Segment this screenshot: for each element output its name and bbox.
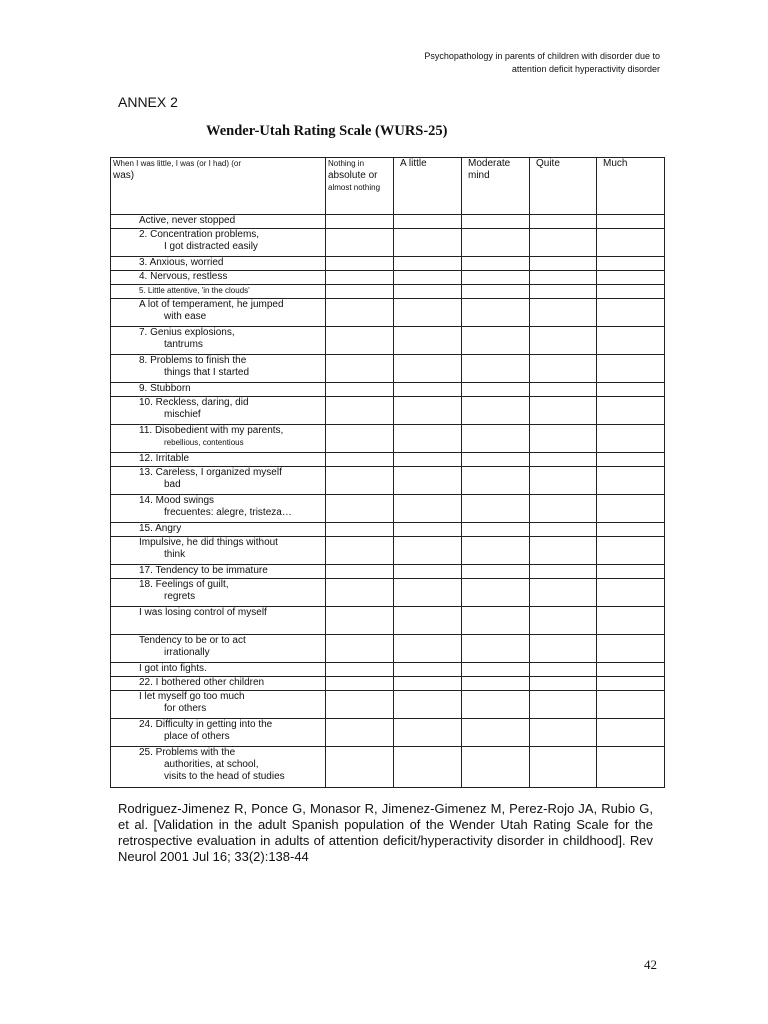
rating-cell[interactable] [462, 257, 530, 271]
rating-cell[interactable] [530, 523, 597, 537]
rating-cell[interactable] [462, 467, 530, 495]
rating-cell[interactable] [530, 215, 597, 229]
rating-cell[interactable] [462, 299, 530, 327]
rating-cell[interactable] [597, 495, 665, 523]
rating-cell[interactable] [597, 467, 665, 495]
item-text-continued: irrationally [164, 647, 210, 658]
item-cell [111, 677, 326, 691]
table-row [111, 467, 665, 495]
table-row [111, 565, 665, 579]
item-text-continued: think [164, 549, 186, 560]
rating-cell[interactable] [462, 607, 530, 635]
item-text: Tendency to be or to act [139, 635, 246, 646]
rating-cell[interactable] [326, 607, 394, 635]
item-cell [111, 537, 326, 565]
rating-cell[interactable] [462, 383, 530, 397]
item-text: 5. Little attentive, 'in the clouds' [139, 286, 250, 295]
item-cell [111, 257, 326, 271]
rating-cell[interactable] [394, 691, 462, 719]
item-cell [111, 397, 326, 425]
item-text: 8. Problems to finish the [139, 355, 247, 366]
rating-cell[interactable] [597, 229, 665, 257]
rating-cell[interactable] [462, 425, 530, 453]
table-row [111, 677, 665, 691]
rating-cell[interactable] [597, 523, 665, 537]
rating-cell[interactable] [530, 677, 597, 691]
header-nothing-line3: almost nothing [328, 183, 381, 192]
rating-cell[interactable] [462, 635, 530, 663]
rating-cell[interactable] [394, 215, 462, 229]
item-text-continued: visits to the head of studies [164, 771, 285, 782]
rating-cell[interactable] [530, 495, 597, 523]
item-cell [111, 467, 326, 495]
item-text-continued: regrets [164, 591, 196, 602]
table-row [111, 635, 665, 663]
item-text-continued: for others [164, 703, 207, 714]
item-cell [111, 299, 326, 327]
item-text-continued: place of others [164, 731, 230, 742]
header-quite [530, 158, 597, 215]
header-quite-label: Quite [536, 158, 560, 169]
rating-cell[interactable] [326, 257, 394, 271]
item-cell [111, 271, 326, 285]
rating-cell[interactable] [530, 663, 597, 677]
item-text-continued: bad [164, 479, 181, 490]
table-row [111, 257, 665, 271]
page-title: Wender-Utah Rating Scale (WURS-25) [206, 123, 448, 139]
rating-cell[interactable] [326, 579, 394, 607]
rating-cell[interactable] [597, 215, 665, 229]
rating-cell[interactable] [597, 383, 665, 397]
item-text: 18. Feelings of guilt, [139, 579, 229, 590]
item-cell [111, 383, 326, 397]
item-text-continued: I got distracted easily [164, 241, 258, 252]
item-text: 13. Careless, I organized myself [139, 467, 282, 478]
table-row [111, 607, 665, 635]
rating-cell[interactable] [326, 453, 394, 467]
item-cell [111, 453, 326, 467]
rating-cell[interactable] [394, 383, 462, 397]
header-a-little-label: A little [400, 158, 427, 169]
rating-cell[interactable] [530, 397, 597, 425]
item-text: 10. Reckless, daring, did [139, 397, 249, 408]
table-header-row [111, 158, 665, 215]
item-cell [111, 285, 326, 299]
reference-citation: Rodriguez-Jimenez R, Ponce G, Monasor R, Jimenez-Gimenez M, Perez-Rojo JA, Rubio G, et al. [Validation in the adult Spanish population of the Wender Utah Rating Scale for the retrospective evaluation in adults of attention deficit/hyperactivity disorder in childhood]. Rev Neurol 2001 Jul 16; 33(2):138-44 [118, 801, 653, 864]
rating-cell[interactable] [597, 425, 665, 453]
item-text: I let myself go too much [139, 691, 245, 702]
header-nothing-line1: Nothing in [328, 159, 365, 168]
rating-cell[interactable] [530, 537, 597, 565]
rating-cell[interactable] [597, 453, 665, 467]
rating-cell[interactable] [462, 523, 530, 537]
page-number: 42 [644, 957, 657, 972]
running-head-line1: Psychopathology in parents of children with disorder due to [424, 51, 660, 61]
item-cell [111, 523, 326, 537]
running-head-line2: attention deficit hyperactivity disorder [511, 64, 660, 74]
rating-cell[interactable] [597, 719, 665, 747]
item-text-continued: rebellious, contentious [164, 438, 244, 447]
rating-cell[interactable] [394, 663, 462, 677]
header-nothing [326, 158, 394, 215]
item-cell [111, 719, 326, 747]
rating-cell[interactable] [394, 453, 462, 467]
item-text-continued: mischief [164, 409, 201, 420]
table-row [111, 719, 665, 747]
item-text: 14. Mood swings [139, 495, 215, 506]
table-row [111, 355, 665, 383]
rating-cell[interactable] [394, 355, 462, 383]
rating-cell[interactable] [597, 565, 665, 579]
rating-cell[interactable] [462, 691, 530, 719]
rating-cell[interactable] [394, 229, 462, 257]
item-cell [111, 495, 326, 523]
item-text: 17. Tendency to be immature [139, 565, 268, 576]
item-text-continued: frecuentes: alegre, tristeza… [164, 507, 292, 518]
rating-cell[interactable] [530, 327, 597, 355]
rating-cell[interactable] [530, 691, 597, 719]
rating-cell[interactable] [394, 607, 462, 635]
header-much-label: Much [603, 158, 628, 169]
rating-cell[interactable] [394, 635, 462, 663]
rating-cell[interactable] [326, 285, 394, 299]
table-row [111, 397, 665, 425]
rating-cell[interactable] [530, 299, 597, 327]
table-row [111, 299, 665, 327]
item-cell [111, 229, 326, 257]
rating-cell[interactable] [462, 215, 530, 229]
rating-cell[interactable] [326, 397, 394, 425]
rating-cell[interactable] [597, 285, 665, 299]
rating-cell[interactable] [530, 747, 597, 788]
table-row [111, 285, 665, 299]
rating-cell[interactable] [462, 397, 530, 425]
table-row [111, 579, 665, 607]
rating-cell[interactable] [394, 467, 462, 495]
item-cell [111, 355, 326, 383]
item-text: 12. Irritable [139, 453, 190, 464]
rating-cell[interactable] [597, 271, 665, 285]
table-row [111, 271, 665, 285]
running-head [424, 50, 660, 76]
rating-cell[interactable] [326, 495, 394, 523]
item-text-continued: tantrums [164, 339, 203, 350]
rating-cell[interactable] [394, 579, 462, 607]
rating-cell[interactable] [597, 691, 665, 719]
rating-cell[interactable] [394, 327, 462, 355]
rating-cell[interactable] [462, 537, 530, 565]
rating-cell[interactable] [394, 397, 462, 425]
rating-cell[interactable] [530, 383, 597, 397]
rating-cell[interactable] [530, 355, 597, 383]
item-text-continued: authorities, at school, [164, 759, 259, 770]
rating-cell[interactable] [597, 537, 665, 565]
table-row [111, 495, 665, 523]
header-a-little [394, 158, 462, 215]
table-row [111, 383, 665, 397]
rating-cell[interactable] [326, 383, 394, 397]
rating-cell[interactable] [462, 677, 530, 691]
rating-cell[interactable] [394, 425, 462, 453]
rating-cell[interactable] [462, 285, 530, 299]
header-moderate-line2: mind [468, 170, 490, 181]
rating-cell[interactable] [326, 355, 394, 383]
rating-cell[interactable] [462, 747, 530, 788]
rating-cell[interactable] [597, 299, 665, 327]
rating-cell[interactable] [394, 299, 462, 327]
item-text: Active, never stopped [139, 215, 236, 226]
rating-cell[interactable] [597, 397, 665, 425]
rating-cell[interactable] [394, 271, 462, 285]
rating-cell[interactable] [597, 327, 665, 355]
item-cell [111, 327, 326, 355]
rating-cell[interactable] [530, 579, 597, 607]
rating-cell[interactable] [326, 747, 394, 788]
rating-cell[interactable] [326, 635, 394, 663]
item-cell [111, 635, 326, 663]
rating-cell[interactable] [462, 663, 530, 677]
item-text: 2. Concentration problems, [139, 229, 260, 240]
header-moderate-line1: Moderate [468, 158, 511, 169]
table-row [111, 215, 665, 229]
rating-cell[interactable] [394, 677, 462, 691]
rating-cell[interactable] [326, 537, 394, 565]
rating-cell[interactable] [462, 271, 530, 285]
item-text: 24. Difficulty in getting into the [139, 719, 273, 730]
rating-cell[interactable] [597, 355, 665, 383]
rating-cell[interactable] [597, 747, 665, 788]
rating-cell[interactable] [462, 229, 530, 257]
rating-cell[interactable] [462, 327, 530, 355]
rating-cell[interactable] [530, 271, 597, 285]
rating-cell[interactable] [597, 663, 665, 677]
item-text: A lot of temperament, he jumped [139, 299, 284, 310]
rating-cell[interactable] [326, 425, 394, 453]
item-text: Impulsive, he did things without [139, 537, 278, 548]
rating-cell[interactable] [394, 565, 462, 579]
rating-cell[interactable] [597, 579, 665, 607]
item-cell [111, 215, 326, 229]
rating-cell[interactable] [530, 635, 597, 663]
table-row [111, 453, 665, 467]
item-cell [111, 425, 326, 453]
item-text: I was losing control of myself [139, 607, 267, 618]
rating-scale-table [110, 157, 665, 788]
rating-cell[interactable] [326, 271, 394, 285]
rating-cell[interactable] [326, 719, 394, 747]
rating-cell[interactable] [394, 537, 462, 565]
rating-cell[interactable] [462, 453, 530, 467]
header-item-line2: was) [113, 170, 135, 181]
item-text: 7. Genius explosions, [139, 327, 235, 338]
rating-cell[interactable] [530, 719, 597, 747]
rating-cell[interactable] [530, 285, 597, 299]
table-row [111, 229, 665, 257]
annex-label: ANNEX 2 [118, 94, 178, 110]
item-text: 4. Nervous, restless [139, 271, 228, 282]
table-row [111, 425, 665, 453]
rating-cell[interactable] [394, 257, 462, 271]
item-text: 9. Stubborn [139, 383, 191, 394]
item-text: 3. Anxious, worried [139, 257, 224, 268]
item-cell [111, 579, 326, 607]
rating-cell[interactable] [394, 495, 462, 523]
item-cell [111, 607, 326, 635]
rating-cell[interactable] [394, 523, 462, 537]
table-row [111, 663, 665, 677]
item-cell [111, 663, 326, 677]
rating-cell[interactable] [394, 747, 462, 788]
rating-cell[interactable] [326, 215, 394, 229]
table-row [111, 523, 665, 537]
rating-cell[interactable] [326, 523, 394, 537]
item-cell [111, 747, 326, 788]
rating-cell[interactable] [326, 663, 394, 677]
rating-cell[interactable] [326, 467, 394, 495]
rating-cell[interactable] [462, 719, 530, 747]
item-text-continued: with ease [164, 311, 207, 322]
table-row [111, 747, 665, 788]
item-cell [111, 691, 326, 719]
rating-cell[interactable] [530, 453, 597, 467]
rating-cell[interactable] [530, 565, 597, 579]
rating-cell[interactable] [597, 635, 665, 663]
rating-cell[interactable] [326, 299, 394, 327]
rating-cell[interactable] [326, 565, 394, 579]
header-much [597, 158, 665, 215]
table-row [111, 691, 665, 719]
rating-cell[interactable] [530, 229, 597, 257]
table-row [111, 327, 665, 355]
rating-cell[interactable] [597, 257, 665, 271]
table-row [111, 537, 665, 565]
rating-cell[interactable] [530, 425, 597, 453]
item-text-continued: things that I started [164, 367, 250, 378]
rating-cell[interactable] [394, 285, 462, 299]
rating-cell[interactable] [462, 579, 530, 607]
rating-cell[interactable] [530, 467, 597, 495]
header-moderate [462, 158, 530, 215]
rating-cell[interactable] [326, 677, 394, 691]
header-nothing-line2: absolute or [328, 170, 378, 181]
item-text: 11. Disobedient with my parents, [139, 425, 284, 436]
header-item-column [111, 158, 326, 215]
rating-cell[interactable] [462, 495, 530, 523]
item-cell [111, 565, 326, 579]
rating-cell[interactable] [462, 355, 530, 383]
rating-cell[interactable] [394, 719, 462, 747]
rating-cell[interactable] [326, 691, 394, 719]
rating-cell[interactable] [326, 327, 394, 355]
item-text: I got into fights. [139, 663, 207, 674]
item-text: 22. I bothered other children [139, 677, 265, 688]
rating-cell[interactable] [326, 229, 394, 257]
header-item-line1: When I was little, I was (or I had) (or [113, 159, 242, 168]
rating-cell[interactable] [530, 257, 597, 271]
rating-cell[interactable] [462, 565, 530, 579]
rating-cell[interactable] [597, 607, 665, 635]
item-text: 15. Angry [139, 523, 182, 534]
rating-cell[interactable] [530, 607, 597, 635]
rating-cell[interactable] [597, 677, 665, 691]
item-text: 25. Problems with the [139, 747, 236, 758]
